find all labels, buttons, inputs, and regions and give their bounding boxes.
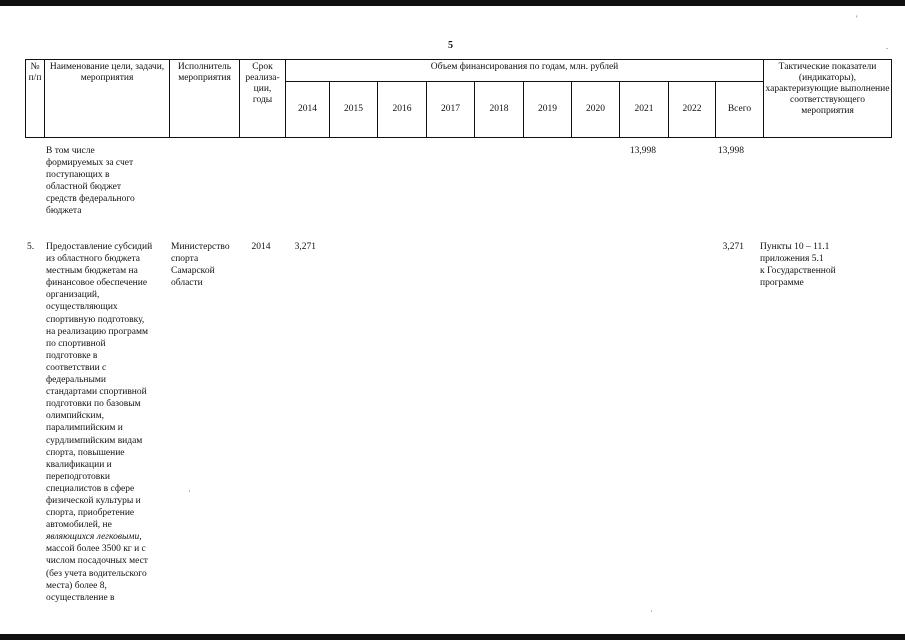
row-term: 2014 — [251, 242, 271, 252]
row-num: 5. — [27, 242, 35, 252]
row-name — [46, 241, 170, 604]
row-total: 13,998 — [717, 146, 744, 156]
col-header-year-2020: 2020 — [572, 82, 620, 138]
scan-speck: . — [886, 41, 889, 51]
bottom-scan-border — [0, 634, 905, 640]
col-header-year-2016: 2016 — [378, 82, 427, 138]
col-header-total: Всего — [716, 82, 764, 138]
row-name-part2: массой более 3500 кг и с числом посадочных мест (без учета водительского места) более 8, осуществление в — [46, 544, 148, 603]
scan-speck: · — [188, 486, 191, 496]
top-scan-border — [0, 0, 905, 6]
scan-speck: · — [650, 606, 653, 616]
row-executor: Министерство спорта Самарской области — [171, 242, 230, 289]
col-header-executor: Исполнитель мероприятия — [170, 60, 240, 138]
scan-speck: ' — [856, 14, 858, 24]
col-header-year-2022: 2022 — [669, 82, 716, 138]
row-name-part1: Предоставление субсидий из областного бюджета местным бюджетам на финансовое обеспечение организаций, осуществляющих спортивную подготовку, на реализацию программ по спортивной подготовке в соответствии с федеральными стандартами спортивной подготовки по базовым олимпийским, паралимпийским и сурдлимпийским видам спорта, повышение квалификации и переподготовки специалистов в сфере физической культуры и спорта, приобретение автомобилей, не — [46, 242, 153, 531]
col-header-num: № п/п — [26, 60, 45, 138]
row-value-2014: 3,271 — [294, 242, 316, 252]
col-header-year-2018: 2018 — [475, 82, 524, 138]
row-total: 3,271 — [722, 242, 744, 252]
page-number: 5 — [448, 40, 453, 51]
col-header-term: Срок реализа-ции, годы — [240, 60, 286, 138]
col-header-funding: Объем финансирования по годам, млн. рублей — [286, 60, 764, 82]
row-indicators: Пункты 10 – 11.1 приложения 5.1 к Государственной программе — [760, 242, 836, 289]
col-header-year-2019: 2019 — [524, 82, 572, 138]
table-header — [25, 59, 892, 138]
col-header-year-2021: 2021 — [620, 82, 669, 138]
col-header-year-2015: 2015 — [330, 82, 378, 138]
col-header-indicators: Тактические показатели (индикаторы), характеризующие выполнение соответствующего мероприятия — [764, 60, 892, 138]
row-value-2021: 13,998 — [629, 146, 656, 156]
row-name-italic: являющихся легковыми, — [46, 532, 142, 543]
col-header-year-2014: 2014 — [286, 82, 330, 138]
col-header-year-2017: 2017 — [427, 82, 475, 138]
col-header-name: Наименование цели, задачи, мероприятия — [45, 60, 170, 138]
row-name: В том числе формируемых за счет поступающих в областной бюджет средств федерального бюджета — [46, 146, 135, 217]
